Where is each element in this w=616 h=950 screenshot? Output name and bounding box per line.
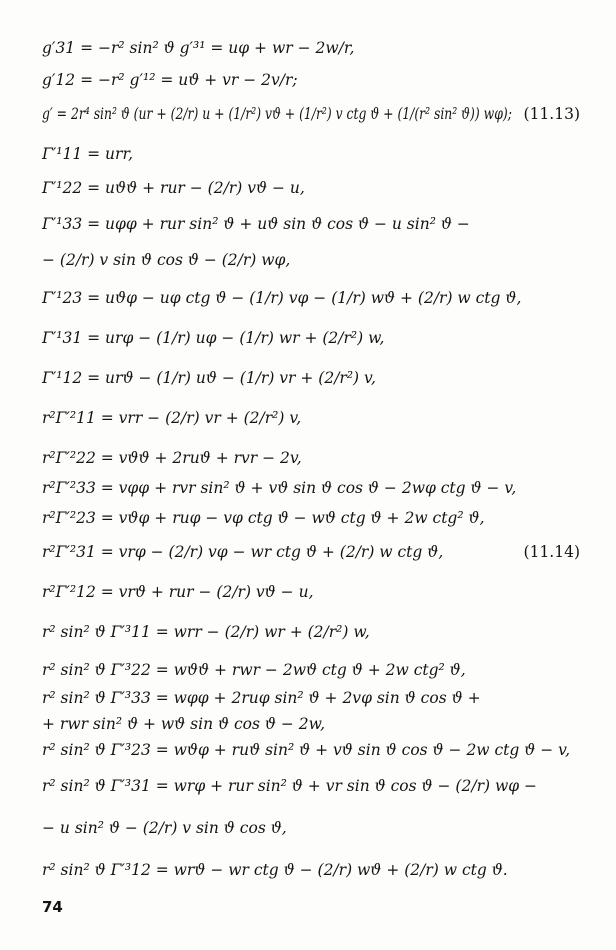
equation-number-11-14: (11.14) (523, 543, 580, 561)
equation-gamma1-23: Γ′¹23 = uϑφ − uφ ctg ϑ − (1/r) vφ − (1/r) wϑ + (2/r) w ctg ϑ, (42, 289, 522, 307)
equation-g12: g′12 = −r² g′¹² = uϑ + vr − 2v/r; (42, 71, 298, 89)
equation-gamma3-23: r² sin² ϑ Γ′³23 = wϑφ + ruϑ sin² ϑ + vϑ sin ϑ cos ϑ − 2w ctg ϑ − v, (42, 741, 571, 759)
equation-gamma3-31-cont: − u sin² ϑ − (2/r) v sin ϑ cos ϑ, (42, 819, 287, 837)
equation-gamma2-23: r²Γ′²23 = vϑφ + ruφ − vφ ctg ϑ − wϑ ctg ϑ + 2w ctg² ϑ, (42, 509, 485, 527)
equation-gamma1-31: Γ′¹31 = urφ − (1/r) uφ − (1/r) wr + (2/r²) w, (42, 329, 385, 347)
equation-gamma1-22: Γ′¹22 = uϑϑ + rur − (2/r) vϑ − u, (42, 179, 305, 197)
equation-g31: g′31 = −r² sin² ϑ g′³¹ = uφ + wr − 2w/r, (42, 39, 355, 57)
equation-gamma2-11: r²Γ′²11 = vrr − (2/r) vr + (2/r²) v, (42, 409, 302, 427)
equation-gamma3-11: r² sin² ϑ Γ′³11 = wrr − (2/r) wr + (2/r²) w, (42, 623, 370, 641)
equation-gamma1-11: Γ′¹11 = urr, (42, 145, 134, 163)
equation-gamma2-31: r²Γ′²31 = vrφ − (2/r) vφ − wr ctg ϑ + (2/r) w ctg ϑ, (42, 543, 444, 561)
equation-gamma3-31: r² sin² ϑ Γ′³31 = wrφ + rur sin² ϑ + vr sin ϑ cos ϑ − (2/r) wφ − (42, 777, 537, 795)
equation-gamma2-33: r²Γ′²33 = vφφ + rvr sin² ϑ + vϑ sin ϑ cos ϑ − 2wφ ctg ϑ − v, (42, 479, 517, 497)
equation-gamma2-12: r²Γ′²12 = vrϑ + rur − (2/r) vϑ − u, (42, 583, 314, 601)
equation-gamma2-22: r²Γ′²22 = vϑϑ + 2ruϑ + rvr − 2v, (42, 449, 302, 467)
equation-number-11-13: (11.13) (523, 105, 580, 123)
equation-gamma3-33: r² sin² ϑ Γ′³33 = wφφ + 2ruφ sin² ϑ + 2vφ sin ϑ cos ϑ + (42, 689, 481, 707)
equation-gamma1-33: Γ′¹33 = uφφ + rur sin² ϑ + uϑ sin ϑ cos ϑ − u sin² ϑ − (42, 215, 470, 233)
equation-g-prime: g′ = 2r⁴ sin² ϑ (ur + (2/r) u + (1/r²) vϑ + (1/r²) v ctg ϑ + (1/(r² sin² ϑ)) wφ); (42, 105, 512, 123)
equation-gamma1-12: Γ′¹12 = urϑ − (1/r) uϑ − (1/r) vr + (2/r²) v, (42, 369, 376, 387)
equation-gamma3-12: r² sin² ϑ Γ′³12 = wrϑ − wr ctg ϑ − (2/r) wϑ + (2/r) w ctg ϑ. (42, 861, 508, 879)
equation-gamma3-22: r² sin² ϑ Γ′³22 = wϑϑ + rwr − 2wϑ ctg ϑ + 2w ctg² ϑ, (42, 661, 466, 679)
equation-gamma3-33-cont: + rwr sin² ϑ + wϑ sin ϑ cos ϑ − 2w, (42, 715, 326, 733)
page-number: 74 (42, 898, 63, 916)
equation-gamma1-33-cont: − (2/r) v sin ϑ cos ϑ − (2/r) wφ, (42, 251, 291, 269)
